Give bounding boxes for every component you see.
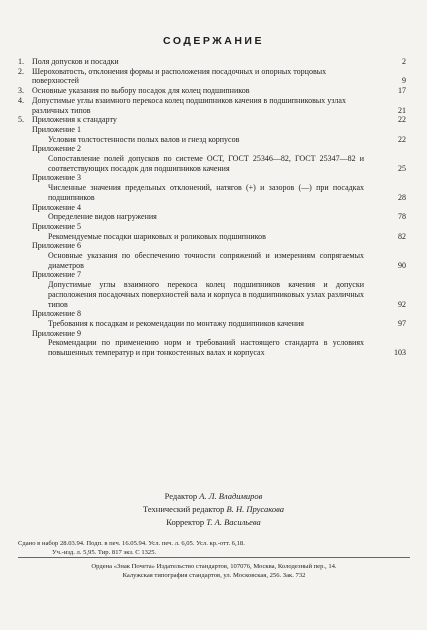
toc-entry xyxy=(18,241,390,251)
toc-entry-text: Требования к посадкам и рекомендации по монтажу подшипников качения xyxy=(48,318,304,328)
divider xyxy=(18,557,410,558)
toc-entry-number: 4. xyxy=(18,95,24,105)
toc-appendix-heading: Приложение 4 xyxy=(32,202,81,212)
toc-page-number: 78 xyxy=(398,212,406,222)
toc-page-number: 22 xyxy=(398,134,406,144)
toc-entry-text: Допустимые углы взаимного перекоса колец подшипников качения и допуски расположения посадочных поверхностей вала и корпуса в подшипниковых узлах различных типов xyxy=(48,280,364,309)
toc-page-number: 9 xyxy=(402,76,406,86)
toc-entry xyxy=(18,222,390,232)
toc-entry-text: Приложения к стандарту xyxy=(32,115,117,125)
toc-page-number: 97 xyxy=(398,318,406,328)
credit-name: А. Л. Владимиров xyxy=(199,491,263,501)
toc-entry xyxy=(18,231,406,242)
toc-entry xyxy=(18,212,406,222)
toc-entry xyxy=(18,144,390,154)
publication-line: Сдано в набор 28.03.94. Подп. в печ. 16.05.94. Усл. печ. л. 6,05. Усл. кр.-отт. 6,18. xyxy=(18,540,245,547)
toc-entry xyxy=(18,309,390,319)
toc-entry xyxy=(18,318,406,329)
toc-entry xyxy=(18,173,390,183)
toc-entry-text: Определение видов нагружения xyxy=(48,212,157,222)
toc-entry xyxy=(18,57,406,67)
toc-entry xyxy=(18,183,406,202)
toc-entry-number: 5. xyxy=(18,115,24,125)
toc-entry xyxy=(18,203,390,213)
publication-info xyxy=(18,539,410,557)
toc-entry-text: Сопоставление полей допусков по системе ОСТ, ГОСТ 25346—82, ГОСТ 25347—82 и соответствующих посадок для подшипников качения xyxy=(48,154,364,173)
toc-page-number: 21 xyxy=(398,105,406,115)
toc-entry xyxy=(18,115,406,125)
toc-appendix-heading: Приложение 9 xyxy=(32,328,81,338)
toc-entry xyxy=(18,125,390,135)
credit-role: Корректор xyxy=(166,517,205,527)
toc-entry xyxy=(18,134,406,145)
toc-appendix-heading: Приложение 5 xyxy=(32,221,81,231)
toc-entry-number: 1. xyxy=(18,57,24,66)
credit-role: Технический редактор xyxy=(143,504,225,514)
toc-page-number: 17 xyxy=(398,86,406,96)
toc-entry-text: Основные указания по обеспечению точности сопряжений и измерениям сопрягаемых диаметров xyxy=(48,251,364,270)
toc-appendix-heading: Приложение 3 xyxy=(32,173,81,183)
credit-line xyxy=(0,490,427,503)
credits-block xyxy=(0,490,427,529)
printer-line: Калужская типография стандартов, ул. Московская, 256. Зак. 732 xyxy=(122,572,306,579)
toc-entry xyxy=(18,95,406,115)
printer-info xyxy=(18,562,410,580)
toc-appendix-heading: Приложение 7 xyxy=(32,270,81,280)
toc-page-number: 92 xyxy=(398,299,406,309)
toc-entry-number: 3. xyxy=(18,86,24,96)
toc-page-number: 22 xyxy=(398,115,406,125)
toc-entry xyxy=(18,280,406,309)
toc-page-number: 25 xyxy=(398,163,406,173)
toc-page-number: 103 xyxy=(394,348,406,358)
toc-entry-text: Допустимые углы взаимного перекоса колец подшипников качения в подшипниковых узлах различных типов xyxy=(32,95,346,115)
toc-entry xyxy=(18,338,406,358)
credit-name: В. Н. Прусакова xyxy=(226,504,284,514)
credit-line xyxy=(0,516,427,529)
credit-line xyxy=(0,503,427,516)
credit-role: Редактор xyxy=(164,491,198,501)
toc-entry-text: Шероховатость, отклонения формы и расположения посадочных и опорных торцовых поверхностей xyxy=(32,66,327,86)
toc-page-number: 2 xyxy=(402,57,406,66)
toc-entry-number: 2. xyxy=(18,66,24,76)
printer-line: Ордена «Знак Почета» Издательство стандартов, 107076, Москва, Колодезный пер., 14. xyxy=(91,563,337,570)
toc-page-number: 82 xyxy=(398,231,406,241)
toc-appendix-heading: Приложение 1 xyxy=(32,124,81,134)
toc-entry-text: Поля допусков и посадки xyxy=(32,57,119,66)
credit-name: Т. А. Васильева xyxy=(206,517,261,527)
toc-entry-text: Основные указания по выбору посадок для колец подшипников xyxy=(32,86,250,96)
toc-entry xyxy=(18,66,406,86)
toc-page-number: 90 xyxy=(398,260,406,270)
toc-entry-text: Рекомендации по применению норм и требований настоящего стандарта в условиях повышенных температур и при тонкостенных валах и корпусах xyxy=(48,338,364,358)
table-of-contents xyxy=(18,57,406,358)
toc-appendix-heading: Приложение 8 xyxy=(32,309,81,319)
toc-entry xyxy=(18,154,406,173)
page-title: СОДЕРЖАНИЕ xyxy=(163,35,264,47)
toc-entry xyxy=(18,329,390,339)
toc-entry-text: Условия толстостенности полых валов и гнезд корпусов xyxy=(48,134,240,144)
toc-entry-text: Численные значения предельных отклонений, натягов (+) и зазоров (—) при посадках подшипников xyxy=(48,183,364,202)
toc-entry xyxy=(18,270,390,280)
toc-entry-text: Рекомендуемые посадки шариковых и роликовых подшипников xyxy=(48,231,266,241)
toc-appendix-heading: Приложение 2 xyxy=(32,144,81,154)
toc-entry xyxy=(18,86,406,96)
toc-entry xyxy=(18,251,406,270)
toc-appendix-heading: Приложение 6 xyxy=(32,241,81,251)
publication-line: Уч.-изд. л. 5,95. Тир. 817 экз. С 1325. xyxy=(52,549,157,556)
toc-page-number: 28 xyxy=(398,192,406,202)
